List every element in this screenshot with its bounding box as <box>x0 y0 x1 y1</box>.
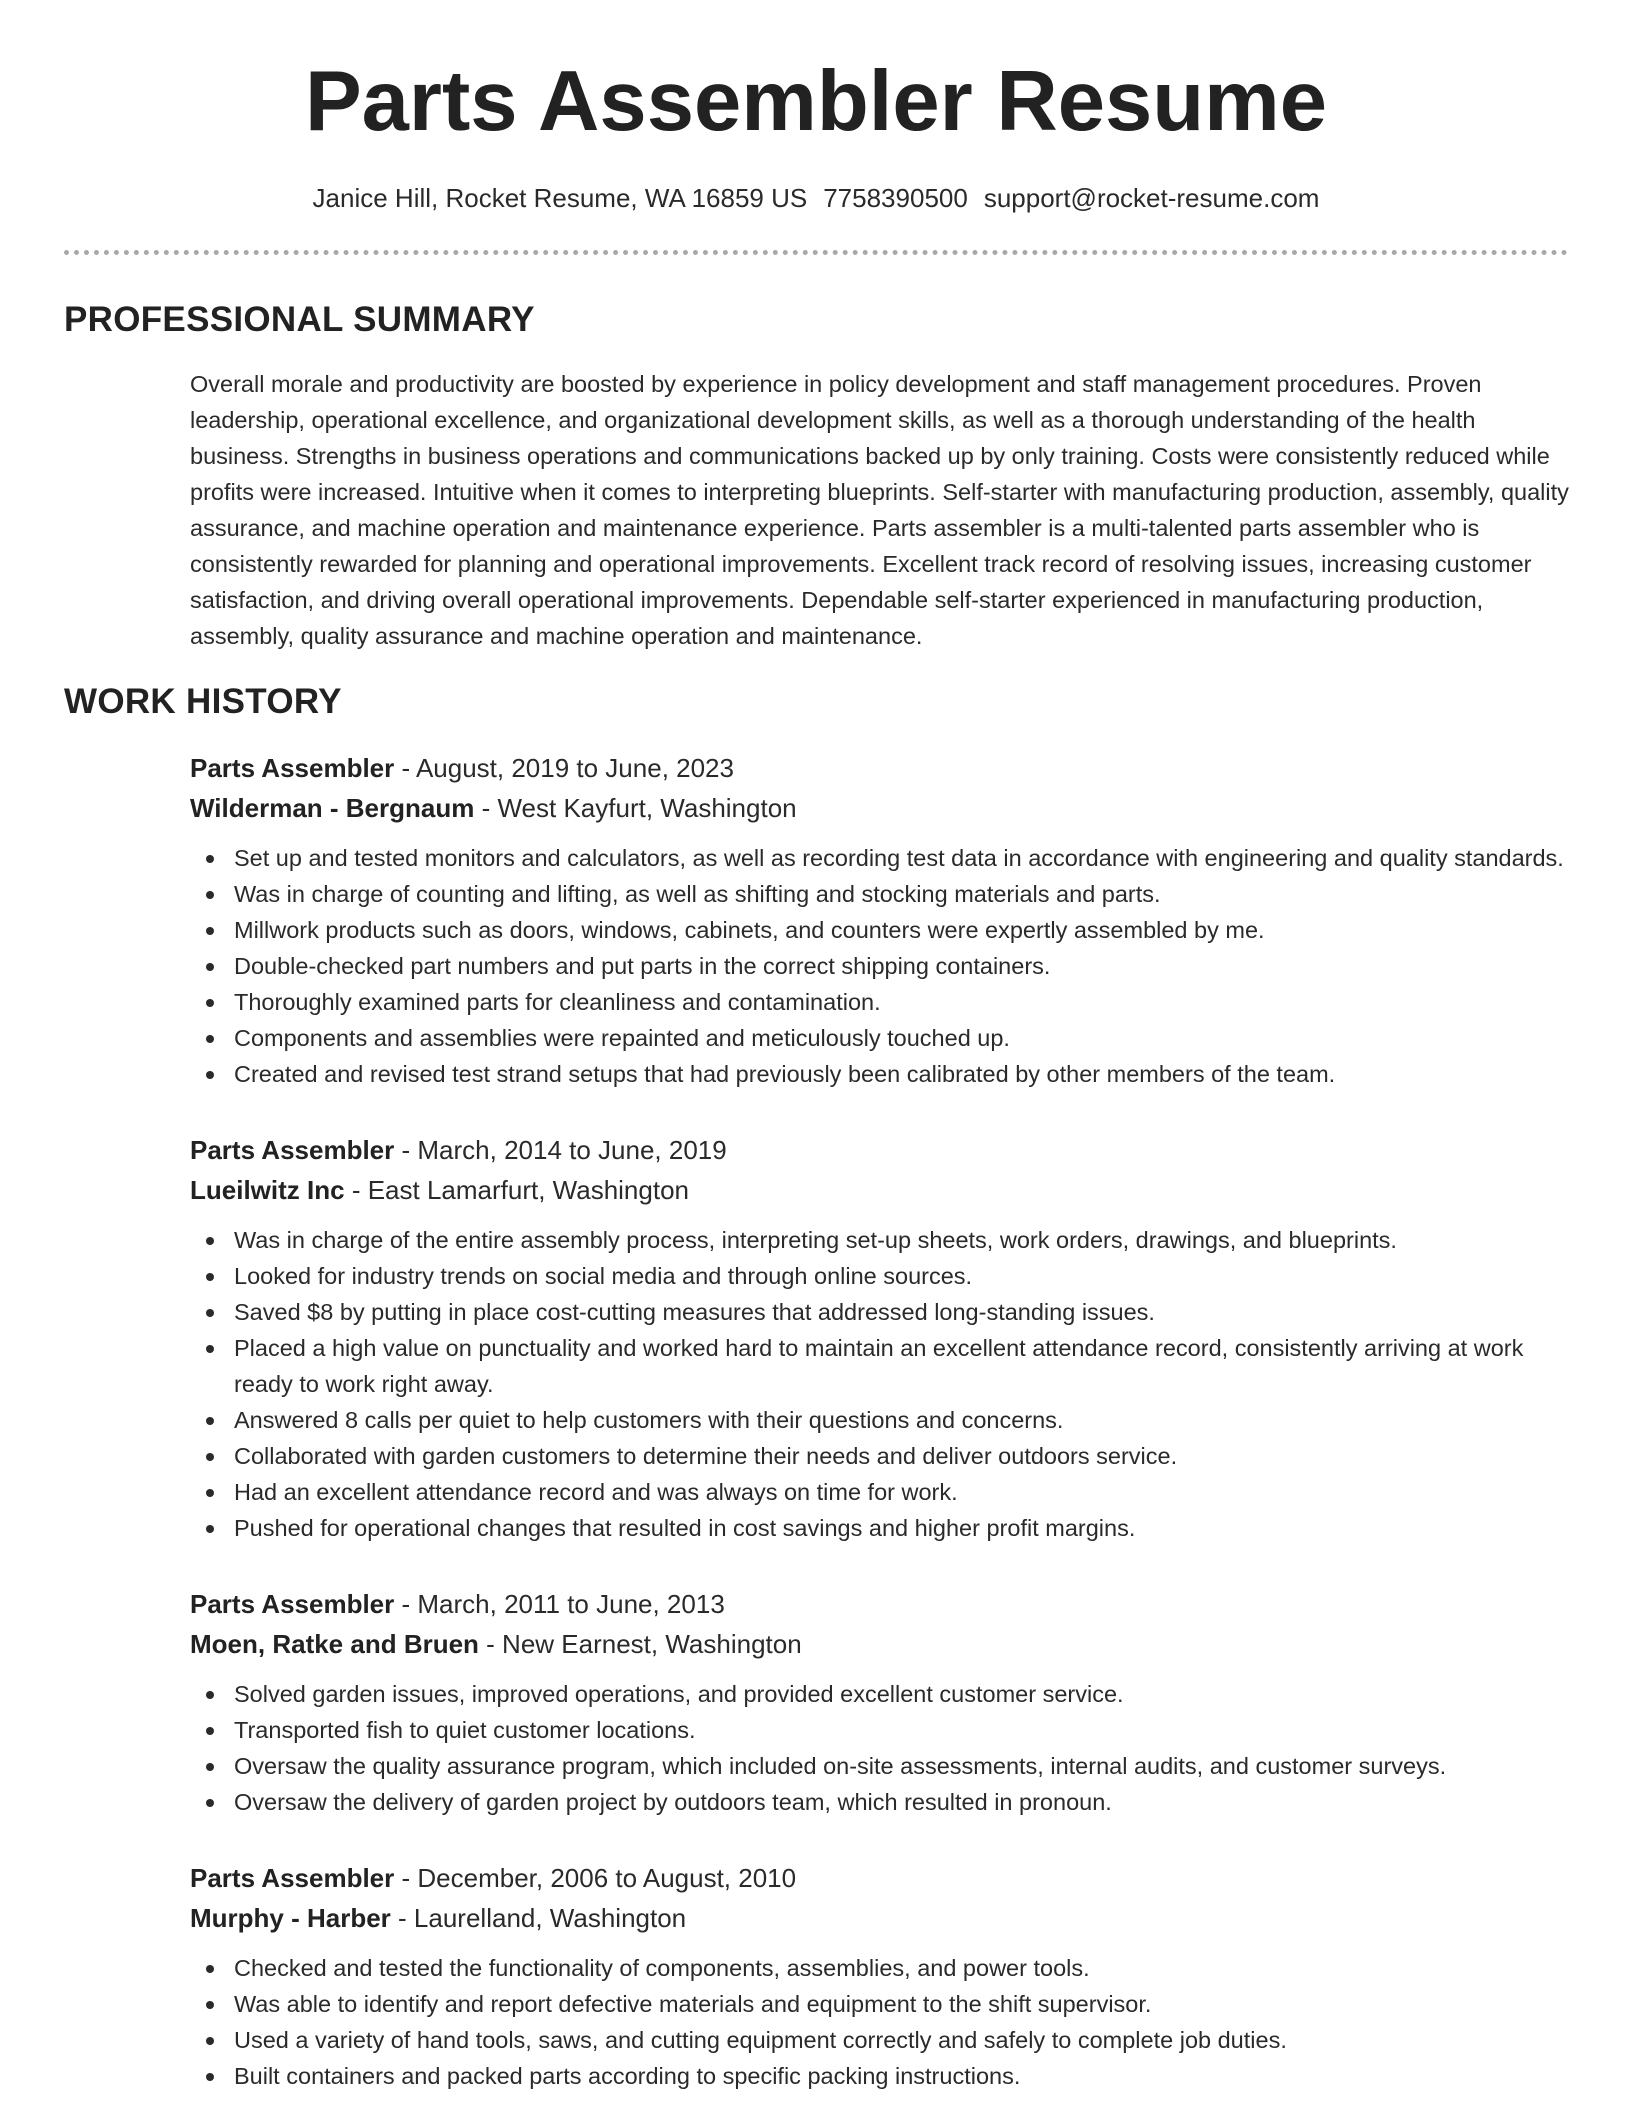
job-title-line <box>190 748 1570 788</box>
job-duty: Collaborated with garden customers to determine their needs and deliver outdoors service. <box>234 1438 1570 1474</box>
job-location: - Laurelland, Washington <box>398 1903 687 1933</box>
job-duty: Saved $8 by putting in place cost-cutting measures that addressed long-standing issues. <box>234 1294 1570 1330</box>
contact-address: Janice Hill, Rocket Resume, WA 16859 US <box>312 183 808 213</box>
job-duties-list <box>190 840 1570 1092</box>
job-dates: - August, 2019 to June, 2023 <box>401 753 734 783</box>
job-duty: Millwork products such as doors, windows, cabinets, and counters were expertly assembled by me. <box>234 912 1570 948</box>
job-entry <box>190 748 1570 1092</box>
job-company: Wilderman - Bergnaum <box>190 793 475 823</box>
job-title: Parts Assembler <box>190 1589 395 1619</box>
summary-heading: PROFESSIONAL SUMMARY <box>64 300 535 339</box>
job-company: Lueilwitz Inc <box>190 1175 345 1205</box>
work-history-heading: WORK HISTORY <box>64 682 342 721</box>
job-title-line <box>190 1584 1570 1624</box>
job-duty: Transported fish to quiet customer locations. <box>234 1712 1570 1748</box>
resume-title: Parts Assembler Resume <box>304 54 1328 149</box>
job-entry <box>190 1130 1570 1546</box>
job-dates: - December, 2006 to August, 2010 <box>401 1863 797 1893</box>
job-company: Murphy - Harber <box>190 1903 391 1933</box>
job-duty: Set up and tested monitors and calculators, as well as recording test data in accordance with engineering and quality standards. <box>234 840 1570 876</box>
job-company-line <box>190 1898 1570 1938</box>
job-duties-list <box>190 1950 1570 2094</box>
job-duty: Pushed for operational changes that resulted in cost savings and higher profit margins. <box>234 1510 1570 1546</box>
job-company-line <box>190 788 1570 828</box>
job-duty: Was able to identify and report defective materials and equipment to the shift supervisor. <box>234 1986 1570 2022</box>
job-duty: Answered 8 calls per quiet to help customers with their questions and concerns. <box>234 1402 1570 1438</box>
contact-phone: 7758390500 <box>823 183 968 213</box>
job-duty: Components and assemblies were repainted and meticulously touched up. <box>234 1020 1570 1056</box>
job-location: - East Lamarfurt, Washington <box>351 1175 689 1205</box>
job-company: Moen, Ratke and Bruen <box>190 1629 479 1659</box>
summary-text: Overall morale and productivity are boosted by experience in policy development and staff management procedures. Proven leadership, operational excellence, and organizational development skills, as well as a thorough understanding of the health business. Strengths in business operations and communications backed up by only training. Costs were consistently reduced while profits were increased. Intuitive when it comes to interpreting blueprints. Self-starter with manufacturing production, assembly, quality assurance, and machine operation and maintenance experience. Parts assembler is a multi-talented parts assembler who is consistently rewarded for planning and operational improvements. Excellent track record of resolving issues, increasing customer satisfaction, and driving overall operational improvements. Dependable self-starter experienced in manufacturing production, assembly, quality assurance and machine operation and maintenance. <box>190 371 1569 649</box>
job-title: Parts Assembler <box>190 753 395 783</box>
job-duties-list <box>190 1222 1570 1546</box>
job-duty: Checked and tested the functionality of components, assemblies, and power tools. <box>234 1950 1570 1986</box>
job-entry <box>190 1858 1570 2094</box>
job-duty: Created and revised test strand setups that had previously been calibrated by other members of the team. <box>234 1056 1570 1092</box>
job-company-line <box>190 1170 1570 1210</box>
job-entry <box>190 1584 1570 1820</box>
job-title: Parts Assembler <box>190 1135 395 1165</box>
job-location: - West Kayfurt, Washington <box>481 793 797 823</box>
job-duty: Had an excellent attendance record and was always on time for work. <box>234 1474 1570 1510</box>
job-dates: - March, 2011 to June, 2013 <box>401 1589 725 1619</box>
job-title-line <box>190 1858 1570 1898</box>
job-duty: Oversaw the quality assurance program, which included on-site assessments, internal audits, and customer surveys. <box>234 1748 1570 1784</box>
header-divider <box>64 250 1568 255</box>
job-duty: Used a variety of hand tools, saws, and cutting equipment correctly and safely to complete job duties. <box>234 2022 1570 2058</box>
contact-line <box>0 180 1632 216</box>
work-history-list <box>190 748 1570 2112</box>
job-duty: Placed a high value on punctuality and worked hard to maintain an excellent attendance record, consistently arriving at work ready to work right away. <box>234 1330 1570 1402</box>
job-duty: Was in charge of the entire assembly process, interpreting set-up sheets, work orders, drawings, and blueprints. <box>234 1222 1570 1258</box>
job-title-line <box>190 1130 1570 1170</box>
job-duty: Built containers and packed parts according to specific packing instructions. <box>234 2058 1570 2094</box>
job-dates: - March, 2014 to June, 2019 <box>401 1135 727 1165</box>
contact-email: support@rocket-resume.com <box>983 183 1320 213</box>
job-duty: Solved garden issues, improved operations, and provided excellent customer service. <box>234 1676 1570 1712</box>
job-duty: Looked for industry trends on social media and through online sources. <box>234 1258 1570 1294</box>
job-duties-list <box>190 1676 1570 1820</box>
job-duty: Oversaw the delivery of garden project by outdoors team, which resulted in pronoun. <box>234 1784 1570 1820</box>
job-title: Parts Assembler <box>190 1863 395 1893</box>
job-duty: Was in charge of counting and lifting, as well as shifting and stocking materials and parts. <box>234 876 1570 912</box>
job-location: - New Earnest, Washington <box>486 1629 802 1659</box>
job-company-line <box>190 1624 1570 1664</box>
job-duty: Thoroughly examined parts for cleanliness and contamination. <box>234 984 1570 1020</box>
job-duty: Double-checked part numbers and put parts in the correct shipping containers. <box>234 948 1570 984</box>
